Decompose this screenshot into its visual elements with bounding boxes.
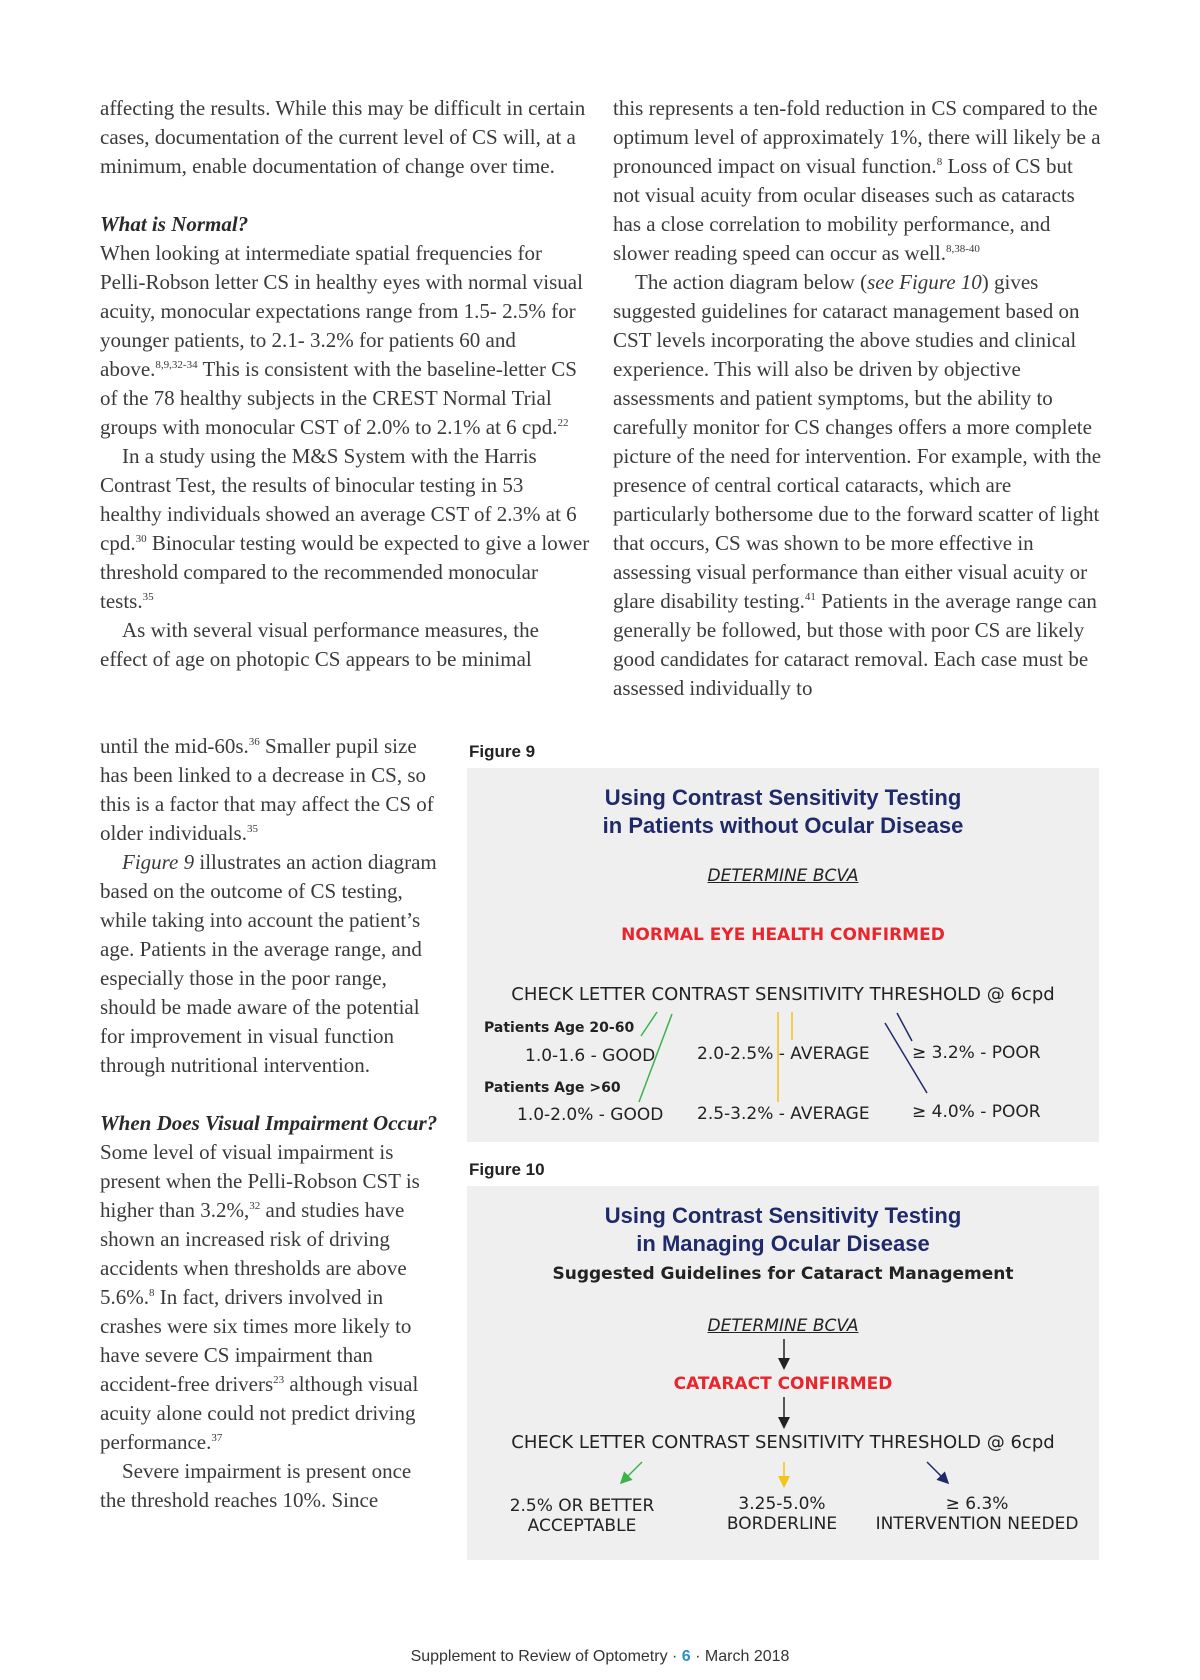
- result-acceptable: 2.5% OR BETTER ACCEPTABLE: [509, 1496, 655, 1536]
- paragraph: As with several visual performance measures, the effect of age on photopic CS appears to be minimal: [100, 618, 539, 671]
- result-good-20-60: 1.0-1.6 - GOOD: [525, 1046, 656, 1066]
- navy-line-2: [885, 1023, 927, 1093]
- left-column: [100, 94, 590, 674]
- section-heading: When Does Visual Impairment Occur?: [100, 1111, 438, 1135]
- page-number: 6: [681, 1648, 691, 1665]
- age-group-20-60: Patients Age 20-60: [484, 1020, 635, 1036]
- page-footer: Supplement to Review of Optometry · 6 · March 2018: [410, 1648, 790, 1665]
- figure-10-panel: [467, 1186, 1099, 1560]
- green-line-1: [641, 1012, 657, 1036]
- paragraph: The action diagram below (see Figure 10) gives suggested guidelines for cataract management based on CST levels incorporating the above studies and clinical experience. This will also be driven by objective assessments and patient symptoms, but the ability to carefully monitor for CS changes offers a more complete picture of the need for intervention. For example, with the presence of central cortical cataracts, which are particularly bothersome due to the forward scatter of light that occurs, CS was shown to be more effective in assessing visual performance than either visual acuity or glare disability testing.$^{41}$ Patients in the average range can generally be followed, but those with poor CS are likely good candidates for cataract removal. Each case must be assessed individually to: [613, 270, 1102, 700]
- figure-9-panel: [467, 768, 1099, 1142]
- result-good-60-plus: 1.0-2.0% - GOOD: [517, 1105, 664, 1125]
- check-threshold: CHECK LETTER CONTRAST SENSITIVITY THRESHOLD @ 6cpd: [511, 984, 1055, 1005]
- figure-10-label: Figure 10: [469, 1160, 545, 1179]
- navy-line-1: [897, 1013, 912, 1041]
- paragraph: this represents a ten-fold reduction in CS compared to the optimum level of approximately 1%, there will likely be a pronounced impact on visual function.$^8$ Loss of CS but not visual acuity from ocular diseases such as cataracts has a close correlation to mobility performance, and slower reading speed can occur as well.$^{8,38-40}$: [613, 96, 1101, 265]
- figure-9-label: Figure 9: [469, 742, 536, 761]
- paragraph: In a study using the M&S System with the Harris Contrast Test, the results of binocular testing in 53 healthy individuals showed an average CST of 2.3% at 6 cpd.$^{30}$ Binocular testing would be expected to give a lower threshold compared to the recommended monocular tests.$^{35}$: [100, 444, 590, 613]
- arrow-green: [622, 1462, 642, 1482]
- age-group-60-plus: Patients Age >60: [484, 1080, 621, 1096]
- paragraph: When looking at intermediate spatial frequencies for Pelli-Robson letter CS in healthy eyes with normal visual acuity, monocular expectations range from 1.5- 2.5% for younger patients, to 2.1- 3.2% for patients 60 and above.$^{8,9,32-34}$ This is consistent with the baseline-letter CS of the 78 healthy subjects in the CREST Normal Trial groups with monocular CST of 2.0% to 2.1% at 6 cpd.$^{22}$: [100, 241, 583, 439]
- figure-9-connector-lines: [467, 768, 1099, 1142]
- left-column-narrow: [100, 732, 440, 1515]
- normal-eye-health-confirmed: NORMAL EYE HEALTH CONFIRMED: [621, 925, 945, 945]
- paragraph: Figure 9 illustrates an action diagram based on the outcome of CS testing, while taking into account the patient’s age. Patients in the average range, and especially those in the poor range, should be made aware of the potential for improvement in visual function through nutritional intervention.: [100, 850, 437, 1077]
- paragraph: Severe impairment is present once the threshold reaches 10%. Since: [100, 1459, 412, 1512]
- figure-10-title: Using Contrast Sensitivity Testing in Managing Ocular Disease: [604, 1203, 962, 1256]
- section-heading: What is Normal?: [100, 212, 249, 236]
- determine-bcva: DETERMINE BCVA: [707, 1316, 859, 1336]
- figure-10-arrows: [467, 1186, 1099, 1560]
- result-poor-20-60: ≥ 3.2% - POOR: [912, 1043, 1041, 1063]
- result-average-60-plus: 2.5-3.2% - AVERAGE: [697, 1104, 870, 1124]
- check-threshold: CHECK LETTER CONTRAST SENSITIVITY THRESHOLD @ 6cpd: [511, 1432, 1055, 1453]
- arrow-navy: [927, 1462, 947, 1482]
- figure-10-subtitle: Suggested Guidelines for Cataract Management: [552, 1264, 1014, 1284]
- result-intervention-needed: ≥ 6.3% INTERVENTION NEEDED: [875, 1494, 1079, 1534]
- figure-9-title: Using Contrast Sensitivity Testing in Patients without Ocular Disease: [602, 785, 964, 838]
- paragraph: affecting the results. While this may be difficult in certain cases, documentation of the current level of CS will, at a minimum, enable documentation of change over time.: [100, 96, 586, 178]
- result-average-20-60: 2.0-2.5% - AVERAGE: [697, 1044, 870, 1064]
- result-borderline: 3.25-5.0% BORDERLINE: [726, 1494, 838, 1534]
- result-poor-60-plus: ≥ 4.0% - POOR: [912, 1102, 1041, 1122]
- determine-bcva: DETERMINE BCVA: [707, 866, 859, 886]
- paragraph: Some level of visual impairment is present when the Pelli-Robson CST is higher than 3.2%,$^{32}$ and studies have shown an increased risk of driving accidents when thresholds are above 5.6%.$^8$ In fact, drivers involved in crashes were six times more likely to have severe CS impairment than accident-free drivers$^{23}$ although visual acuity alone could not predict driving performance.$^{37}$: [100, 1140, 420, 1454]
- paragraph: until the mid-60s.$^{36}$ Smaller pupil size has been linked to a decrease in CS, so this is a factor that may affect the CS of older individuals.$^{35}$: [100, 734, 434, 845]
- cataract-confirmed: CATARACT CONFIRMED: [673, 1374, 893, 1394]
- right-column: [613, 94, 1103, 703]
- green-line-2: [639, 1014, 672, 1102]
